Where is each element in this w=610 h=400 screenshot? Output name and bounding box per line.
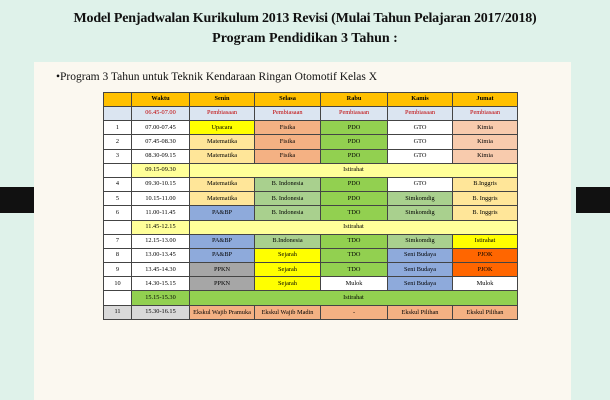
cell-jumat: Pembiasaan <box>453 107 518 121</box>
header-senin: Senin <box>190 93 255 107</box>
bullet-text: •Program 3 Tahun untuk Teknik Kendaraan Ringan Otomotif Kelas X <box>56 71 378 83</box>
row-time: 09.30-10.15 <box>132 177 190 191</box>
cell-kamis: GTO <box>388 135 453 149</box>
right-edge-bar <box>576 187 610 213</box>
cell-kamis: Simkomdig <box>388 234 453 248</box>
cell-senin: Matematika <box>190 192 255 206</box>
row-number: 11 <box>104 305 132 319</box>
row-number: 1 <box>104 121 132 135</box>
cell-selasa: Sejarah <box>255 248 321 262</box>
row-number: 6 <box>104 206 132 220</box>
cell-jumat: PJOK <box>453 248 518 262</box>
table-row <box>104 163 518 177</box>
row-number: 8 <box>104 248 132 262</box>
left-edge-bar <box>0 187 34 213</box>
table-row <box>104 220 518 234</box>
row-time: 13.00-13.45 <box>132 248 190 262</box>
page-subtitle: Program Pendidikan 3 Tahun : <box>212 31 398 46</box>
row-time: 11.45-12.15 <box>132 220 190 234</box>
cell-senin: Matematika <box>190 149 255 163</box>
cell-jumat: Kimia <box>453 121 518 135</box>
cell-senin: Upacara <box>190 121 255 135</box>
header-jumat: Jumat <box>453 93 518 107</box>
header-selasa: Selasa <box>255 93 321 107</box>
cell-rabu: PDO <box>321 149 388 163</box>
cell-jumat: B. Inggris <box>453 206 518 220</box>
row-time: 12.15-13.00 <box>132 234 190 248</box>
cell-kamis: Ekskul Pilihan <box>388 305 453 319</box>
cell-kamis: Pembiasaan <box>388 107 453 121</box>
cell-rabu: PDO <box>321 121 388 135</box>
row-number: 10 <box>104 277 132 291</box>
table-row <box>104 206 518 220</box>
row-number <box>104 220 132 234</box>
cell-rabu: TDO <box>321 263 388 277</box>
row-number <box>104 107 132 121</box>
schedule-table <box>103 92 518 320</box>
cell-jumat: B.Inggris <box>453 177 518 191</box>
table-row <box>104 192 518 206</box>
table-row <box>104 234 518 248</box>
cell-senin: Matematika <box>190 135 255 149</box>
header-kamis: Kamis <box>388 93 453 107</box>
cell-rabu: TDO <box>321 206 388 220</box>
cell-selasa: Pembiasaan <box>255 107 321 121</box>
table-row <box>104 107 518 121</box>
cell-senin: Ekskul Wajib Pramuka <box>190 305 255 319</box>
row-number: 9 <box>104 263 132 277</box>
cell-jumat: B. Inggris <box>453 192 518 206</box>
cell-senin: Matematika <box>190 177 255 191</box>
slide-header <box>0 0 610 62</box>
row-time: 14.30-15.15 <box>132 277 190 291</box>
cell-rabu: - <box>321 305 388 319</box>
break-cell: Istirahat <box>190 220 518 234</box>
cell-jumat: Kimia <box>453 135 518 149</box>
cell-senin: PA&BP <box>190 248 255 262</box>
table-row <box>104 277 518 291</box>
cell-jumat: Kimia <box>453 149 518 163</box>
cell-selasa: Sejarah <box>255 263 321 277</box>
row-time: 07.45-08.30 <box>132 135 190 149</box>
break-cell: Istirahat <box>190 163 518 177</box>
table-row <box>104 177 518 191</box>
table-header-row <box>104 93 518 107</box>
cell-selasa: Fisika <box>255 135 321 149</box>
cell-senin: PPKN <box>190 263 255 277</box>
cell-senin: Pembiasaan <box>190 107 255 121</box>
header-waktu: Waktu <box>132 93 190 107</box>
table-row <box>104 305 518 319</box>
cell-selasa: B. Indonesia <box>255 177 321 191</box>
cell-jumat: PJOK <box>453 263 518 277</box>
row-number: 3 <box>104 149 132 163</box>
cell-kamis: GTO <box>388 149 453 163</box>
cell-selasa: Sejarah <box>255 277 321 291</box>
cell-jumat: Istirahat <box>453 234 518 248</box>
cell-kamis: Seni Budaya <box>388 248 453 262</box>
cell-kamis: GTO <box>388 177 453 191</box>
header-rabu: Rabu <box>321 93 388 107</box>
cell-senin: PA&BP <box>190 234 255 248</box>
row-time: 10.15-11.00 <box>132 192 190 206</box>
table-row <box>104 149 518 163</box>
row-number <box>104 163 132 177</box>
cell-selasa: Fisika <box>255 149 321 163</box>
table-row <box>104 291 518 305</box>
row-number: 7 <box>104 234 132 248</box>
cell-selasa: Ekskul Wajib Madin <box>255 305 321 319</box>
cell-kamis: Simkomdig <box>388 192 453 206</box>
row-time: 06.45-07.00 <box>132 107 190 121</box>
table-row <box>104 263 518 277</box>
cell-selasa: Fisika <box>255 121 321 135</box>
cell-jumat: Mulok <box>453 277 518 291</box>
row-time: 08.30-09.15 <box>132 149 190 163</box>
header-no <box>104 93 132 107</box>
cell-rabu: PDO <box>321 177 388 191</box>
cell-kamis: GTO <box>388 121 453 135</box>
cell-kamis: Seni Budaya <box>388 277 453 291</box>
break-cell: Istirahat <box>190 291 518 305</box>
row-time: 15.30-16.15 <box>132 305 190 319</box>
table-row <box>104 121 518 135</box>
row-time: 11.00-11.45 <box>132 206 190 220</box>
row-number: 2 <box>104 135 132 149</box>
row-number: 4 <box>104 177 132 191</box>
cell-rabu: Mulok <box>321 277 388 291</box>
cell-selasa: B. Indonesia <box>255 192 321 206</box>
row-number: 5 <box>104 192 132 206</box>
cell-selasa: B. Indonesia <box>255 206 321 220</box>
cell-jumat: Ekskul Pilihan <box>453 305 518 319</box>
cell-rabu: TDO <box>321 248 388 262</box>
cell-kamis: Seni Budaya <box>388 263 453 277</box>
cell-selasa: B.Indonesia <box>255 234 321 248</box>
cell-rabu: Pembiasaan <box>321 107 388 121</box>
row-time: 07.00-07.45 <box>132 121 190 135</box>
cell-senin: PA&BP <box>190 206 255 220</box>
cell-kamis: Simkomdig <box>388 206 453 220</box>
row-time: 09.15-09.30 <box>132 163 190 177</box>
cell-rabu: PDO <box>321 192 388 206</box>
row-time: 13.45-14.30 <box>132 263 190 277</box>
row-time: 15.15-15.30 <box>132 291 190 305</box>
table-row <box>104 135 518 149</box>
cell-rabu: PDO <box>321 135 388 149</box>
table-row <box>104 248 518 262</box>
row-number <box>104 291 132 305</box>
cell-senin: PPKN <box>190 277 255 291</box>
cell-rabu: TDO <box>321 234 388 248</box>
page-title: Model Penjadwalan Kurikulum 2013 Revisi (Mulai Tahun Pelajaran 2017/2018) <box>73 11 537 26</box>
